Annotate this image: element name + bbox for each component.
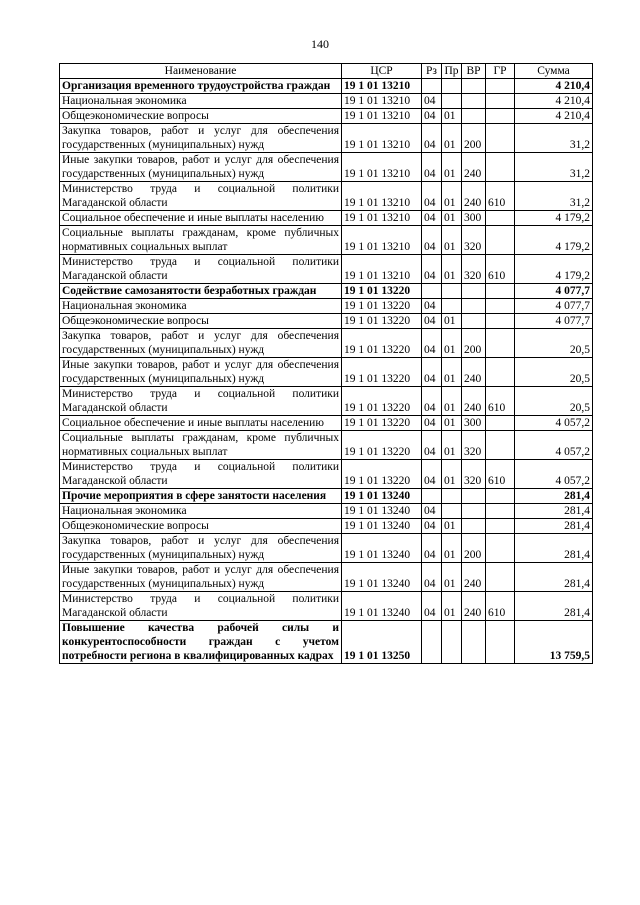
cell-pr: 01 [442,153,462,182]
column-header-vr: ВР [462,64,486,79]
cell-name: Организация временного трудоустройства граждан [60,79,342,94]
cell-csr: 19 1 01 13240 [342,563,422,592]
cell-csr: 19 1 01 13210 [342,153,422,182]
table-row [60,416,593,431]
cell-csr: 19 1 01 13210 [342,79,422,94]
cell-gr [486,329,515,358]
cell-sum: 4 179,2 [515,255,593,284]
cell-gr [486,621,515,664]
cell-name: Общеэкономические вопросы [60,519,342,534]
cell-gr [486,299,515,314]
cell-sum: 13 759,5 [515,621,593,664]
cell-rz: 04 [422,314,442,329]
cell-name: Социальные выплаты гражданам, кроме публичных нормативных социальных выплат [60,226,342,255]
cell-gr [486,314,515,329]
cell-rz: 04 [422,460,442,489]
cell-vr [462,519,486,534]
cell-name: Национальная экономика [60,299,342,314]
cell-sum: 4 057,2 [515,431,593,460]
cell-csr: 19 1 01 13210 [342,109,422,124]
cell-csr: 19 1 01 13220 [342,416,422,431]
cell-name: Социальные выплаты гражданам, кроме публичных нормативных социальных выплат [60,431,342,460]
cell-gr [486,358,515,387]
cell-sum: 4 210,4 [515,94,593,109]
cell-rz: 04 [422,519,442,534]
cell-pr: 01 [442,460,462,489]
budget-table [59,63,593,664]
cell-gr [486,534,515,563]
cell-csr: 19 1 01 13240 [342,489,422,504]
cell-vr [462,94,486,109]
cell-vr: 200 [462,124,486,153]
cell-csr: 19 1 01 13220 [342,460,422,489]
cell-pr: 01 [442,226,462,255]
cell-pr: 01 [442,124,462,153]
cell-pr: 01 [442,416,462,431]
cell-pr: 01 [442,592,462,621]
cell-vr: 240 [462,563,486,592]
table-row [60,211,593,226]
cell-name: Общеэкономические вопросы [60,109,342,124]
cell-pr [442,79,462,94]
column-header-gr: ГР [486,64,515,79]
cell-name: Министерство труда и социальной политики Магаданской области [60,255,342,284]
cell-pr: 01 [442,211,462,226]
cell-sum: 281,4 [515,489,593,504]
cell-sum: 31,2 [515,124,593,153]
cell-pr: 01 [442,109,462,124]
cell-name: Национальная экономика [60,94,342,109]
cell-sum: 31,2 [515,182,593,211]
cell-rz: 04 [422,416,442,431]
cell-csr: 19 1 01 13220 [342,299,422,314]
cell-pr: 01 [442,314,462,329]
cell-gr [486,226,515,255]
cell-name: Закупка товаров, работ и услуг для обеспечения государственных (муниципальных) нужд [60,534,342,563]
cell-csr: 19 1 01 13220 [342,431,422,460]
cell-rz: 04 [422,358,442,387]
cell-sum: 4 210,4 [515,109,593,124]
column-header-name: Наименование [60,64,342,79]
cell-vr: 240 [462,153,486,182]
cell-pr: 01 [442,519,462,534]
cell-name: Социальное обеспечение и иные выплаты населению [60,211,342,226]
cell-sum: 281,4 [515,519,593,534]
cell-pr: 01 [442,255,462,284]
cell-pr: 01 [442,563,462,592]
cell-rz: 04 [422,124,442,153]
cell-vr [462,284,486,299]
cell-gr [486,519,515,534]
cell-sum: 20,5 [515,358,593,387]
cell-vr [462,314,486,329]
cell-gr [486,124,515,153]
table-row [60,592,593,621]
cell-csr: 19 1 01 13210 [342,226,422,255]
cell-vr: 300 [462,211,486,226]
cell-name: Общеэкономические вопросы [60,314,342,329]
cell-csr: 19 1 01 13210 [342,124,422,153]
cell-gr [486,153,515,182]
cell-rz: 04 [422,94,442,109]
cell-sum: 281,4 [515,592,593,621]
cell-pr [442,299,462,314]
table-row-section [60,79,593,94]
cell-sum: 281,4 [515,504,593,519]
cell-gr: 610 [486,460,515,489]
cell-sum: 4 077,7 [515,284,593,299]
cell-vr: 320 [462,226,486,255]
cell-csr: 19 1 01 13250 [342,621,422,664]
cell-csr: 19 1 01 13220 [342,358,422,387]
cell-vr [462,504,486,519]
cell-sum: 4 179,2 [515,226,593,255]
cell-vr: 300 [462,416,486,431]
cell-name: Иные закупки товаров, работ и услуг для обеспечения государственных (муниципальных) нужд [60,153,342,182]
table-row [60,226,593,255]
cell-name: Иные закупки товаров, работ и услуг для обеспечения государственных (муниципальных) нужд [60,563,342,592]
cell-pr [442,621,462,664]
cell-gr [486,284,515,299]
cell-name: Закупка товаров, работ и услуг для обеспечения государственных (муниципальных) нужд [60,124,342,153]
cell-name: Министерство труда и социальной политики Магаданской области [60,182,342,211]
cell-csr: 19 1 01 13240 [342,504,422,519]
cell-rz [422,621,442,664]
cell-rz: 04 [422,504,442,519]
table-row [60,358,593,387]
cell-rz: 04 [422,563,442,592]
cell-sum: 4 077,7 [515,299,593,314]
table-row [60,314,593,329]
cell-sum: 31,2 [515,153,593,182]
cell-pr: 01 [442,358,462,387]
cell-csr: 19 1 01 13240 [342,534,422,563]
cell-name: Социальное обеспечение и иные выплаты населению [60,416,342,431]
cell-sum: 20,5 [515,329,593,358]
cell-rz: 04 [422,182,442,211]
table-row [60,255,593,284]
cell-rz: 04 [422,431,442,460]
table-header-row [60,64,593,79]
cell-gr [486,431,515,460]
cell-sum: 4 179,2 [515,211,593,226]
column-header-pr: Пр [442,64,462,79]
cell-name: Иные закупки товаров, работ и услуг для обеспечения государственных (муниципальных) нужд [60,358,342,387]
cell-vr: 320 [462,460,486,489]
table-row-section [60,621,593,664]
cell-vr [462,621,486,664]
cell-name: Содействие самозанятости безработных граждан [60,284,342,299]
cell-rz [422,79,442,94]
cell-rz: 04 [422,592,442,621]
table-row-section [60,284,593,299]
cell-rz: 04 [422,255,442,284]
cell-pr [442,489,462,504]
cell-csr: 19 1 01 13210 [342,255,422,284]
column-header-rz: Рз [422,64,442,79]
cell-sum: 4 077,7 [515,314,593,329]
table-body [60,79,593,664]
cell-vr: 240 [462,592,486,621]
table-row [60,504,593,519]
cell-gr: 610 [486,255,515,284]
cell-name: Национальная экономика [60,504,342,519]
table-row [60,460,593,489]
table-row [60,153,593,182]
cell-vr: 320 [462,255,486,284]
cell-gr [486,109,515,124]
cell-pr: 01 [442,387,462,416]
cell-gr [486,94,515,109]
cell-rz: 04 [422,299,442,314]
cell-csr: 19 1 01 13210 [342,211,422,226]
cell-sum: 4 057,2 [515,416,593,431]
table-row [60,299,593,314]
cell-vr [462,79,486,94]
cell-name: Закупка товаров, работ и услуг для обеспечения государственных (муниципальных) нужд [60,329,342,358]
table-row [60,534,593,563]
column-header-csr: ЦСР [342,64,422,79]
table-row-section [60,489,593,504]
cell-gr: 610 [486,182,515,211]
cell-csr: 19 1 01 13210 [342,94,422,109]
cell-gr [486,211,515,226]
cell-csr: 19 1 01 13240 [342,592,422,621]
column-header-sum: Сумма [515,64,593,79]
cell-pr: 01 [442,431,462,460]
cell-pr [442,284,462,299]
cell-vr: 240 [462,387,486,416]
cell-name: Министерство труда и социальной политики Магаданской области [60,592,342,621]
cell-pr: 01 [442,329,462,358]
cell-gr [486,563,515,592]
cell-name: Министерство труда и социальной политики Магаданской области [60,460,342,489]
cell-pr [442,504,462,519]
cell-pr [442,94,462,109]
cell-vr: 240 [462,182,486,211]
table-row [60,94,593,109]
cell-gr [486,504,515,519]
cell-name: Прочие мероприятия в сфере занятости населения [60,489,342,504]
cell-csr: 19 1 01 13220 [342,284,422,299]
cell-gr: 610 [486,387,515,416]
cell-csr: 19 1 01 13220 [342,387,422,416]
cell-rz: 04 [422,226,442,255]
cell-rz: 04 [422,211,442,226]
cell-csr: 19 1 01 13220 [342,314,422,329]
cell-sum: 4 057,2 [515,460,593,489]
cell-rz: 04 [422,387,442,416]
table-row [60,329,593,358]
table-row [60,182,593,211]
page-number: 140 [311,37,329,51]
cell-vr: 200 [462,329,486,358]
cell-sum: 281,4 [515,534,593,563]
cell-pr: 01 [442,534,462,563]
cell-pr: 01 [442,182,462,211]
cell-rz [422,489,442,504]
table-row [60,563,593,592]
cell-sum: 281,4 [515,563,593,592]
cell-rz: 04 [422,534,442,563]
cell-gr: 610 [486,592,515,621]
cell-csr: 19 1 01 13210 [342,182,422,211]
table-row [60,124,593,153]
cell-rz: 04 [422,329,442,358]
cell-vr [462,489,486,504]
cell-gr [486,489,515,504]
table-row [60,519,593,534]
cell-sum: 4 210,4 [515,79,593,94]
cell-gr [486,416,515,431]
table-row [60,387,593,416]
cell-rz: 04 [422,153,442,182]
cell-name: Министерство труда и социальной политики Магаданской области [60,387,342,416]
cell-sum: 20,5 [515,387,593,416]
cell-gr [486,79,515,94]
cell-vr: 200 [462,534,486,563]
cell-vr [462,109,486,124]
cell-vr: 240 [462,358,486,387]
cell-vr: 320 [462,431,486,460]
cell-csr: 19 1 01 13220 [342,329,422,358]
cell-rz [422,284,442,299]
cell-rz: 04 [422,109,442,124]
table-row [60,431,593,460]
cell-csr: 19 1 01 13240 [342,519,422,534]
cell-vr [462,299,486,314]
table-row [60,109,593,124]
cell-name: Повышение качества рабочей силы и конкурентоспособности граждан с учетом потребности региона в квалифицированных кадрах [60,621,342,664]
